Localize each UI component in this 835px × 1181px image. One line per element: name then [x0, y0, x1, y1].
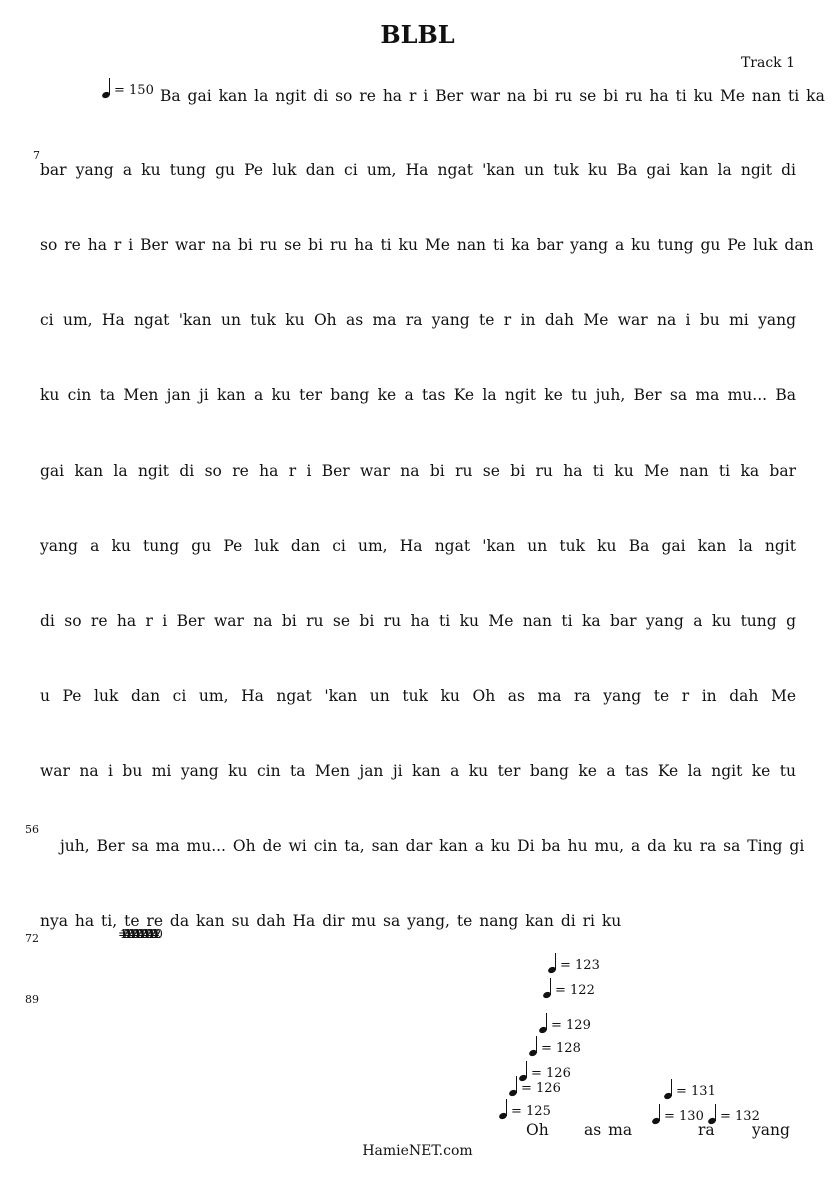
clutter-text: = 120 = 120 = 120 = 120 = 120 = 120 = 120 = 120 [118, 927, 157, 941]
lyric-text: di so re ha r i Ber war na bi ru se bi ru ha ti ku Me nan ti ka bar yang a ku tung g [40, 612, 796, 630]
lyric-line [40, 236, 814, 254]
lyric-line [40, 612, 796, 630]
system-number: 72 [25, 932, 39, 945]
tempo-change [548, 953, 600, 973]
lyric-word: ra [698, 1121, 715, 1139]
tempo-value: = 130 [664, 1109, 704, 1124]
tempo-value: = 129 [551, 1018, 591, 1033]
quarter-note-icon [529, 1036, 539, 1056]
lyric-text: ci um, Ha ngat 'kan un tuk ku Oh as ma ra yang te r in dah Me war na i bu mi yang [40, 311, 796, 329]
overlapping-tempo-marks [118, 927, 157, 941]
quarter-note-icon [509, 1076, 519, 1096]
system-number: 7 [33, 149, 40, 162]
system-number: 89 [25, 993, 39, 1006]
lyric-word: as ma [584, 1121, 633, 1139]
tempo-change [499, 1099, 551, 1119]
lyric-line [40, 537, 796, 555]
quarter-note-icon [543, 978, 553, 998]
lyric-text: yang a ku tung gu Pe luk dan ci um, Ha ngat 'kan un tuk ku Ba gai kan la ngit [40, 537, 796, 555]
tempo-value: = 131 [676, 1084, 716, 1099]
lyric-text: Ba gai kan la ngit di so re ha r i Ber war na bi ru se bi ru ha ti ku Me nan ti ka [160, 87, 825, 105]
lyric-text: juh, Ber sa ma mu... Oh de wi cin ta, san dar kan a ku Di ba hu mu, a da ku ra sa Ting gi [60, 837, 805, 855]
lyric-line [40, 161, 796, 179]
tempo-value: = 122 [555, 983, 595, 998]
lyric-line [40, 762, 796, 780]
quarter-note-icon [102, 78, 112, 98]
lyric-text: u Pe luk dan ci um, Ha ngat 'kan un tuk ku Oh as ma ra yang te r in dah Me [40, 687, 796, 705]
lyric-line [60, 837, 805, 855]
tempo-value: = 126 [531, 1066, 571, 1081]
lyric-text: bar yang a ku tung gu Pe luk dan ci um, Ha ngat 'kan un tuk ku Ba gai kan la ngit di [40, 161, 796, 179]
lyric-text: so re ha r i Ber war na bi ru se bi ru ha ti ku Me nan ti ka bar yang a ku tung gu Pe luk dan [40, 236, 814, 254]
lyric-word: Oh [526, 1121, 549, 1139]
tempo-marking-main [102, 78, 154, 98]
tempo-change [509, 1076, 561, 1096]
lyric-line [160, 87, 825, 105]
tempo-change [539, 1013, 591, 1033]
tempo-change [543, 978, 595, 998]
lyric-text: gai kan la ngit di so re ha r i Ber war na bi ru se bi ru ha ti ku Me nan ti ka bar [40, 462, 796, 480]
tempo-value: = 132 [720, 1109, 760, 1124]
system-number: 56 [25, 823, 39, 836]
track-label: Track 1 [740, 55, 795, 71]
lyric-line [40, 386, 796, 404]
quarter-note-icon [548, 953, 558, 973]
quarter-note-icon [539, 1013, 549, 1033]
lyric-text: nya ha ti, te re da kan su dah Ha dir mu sa yang, te nang kan di ri ku [40, 912, 622, 930]
tempo-value: = 128 [541, 1041, 581, 1056]
lyric-text: war na i bu mi yang ku cin ta Men jan ji kan a ku ter bang ke a tas Ke la ngit ke tu [40, 762, 796, 780]
quarter-note-icon [499, 1099, 509, 1119]
tempo-change [529, 1036, 581, 1056]
tempo-value: = 126 [521, 1081, 561, 1096]
tempo-value: = 123 [560, 958, 600, 973]
tempo-value: = 125 [511, 1104, 551, 1119]
tempo-change [664, 1079, 716, 1099]
quarter-note-icon [652, 1104, 662, 1124]
lyric-word: yang [752, 1121, 790, 1139]
footer-credit: HamieNET.com [362, 1143, 473, 1159]
lyric-text: ku cin ta Men jan ji kan a ku ter bang ke a tas Ke la ngit ke tu juh, Ber sa ma mu... Ba [40, 386, 796, 404]
lyric-line [40, 687, 796, 705]
quarter-note-icon [664, 1079, 674, 1099]
lyric-line [40, 462, 796, 480]
tempo-change [652, 1104, 704, 1124]
lyric-line [40, 311, 796, 329]
score-title: BLBL [380, 20, 455, 49]
tempo-value: = 150 [114, 83, 154, 98]
